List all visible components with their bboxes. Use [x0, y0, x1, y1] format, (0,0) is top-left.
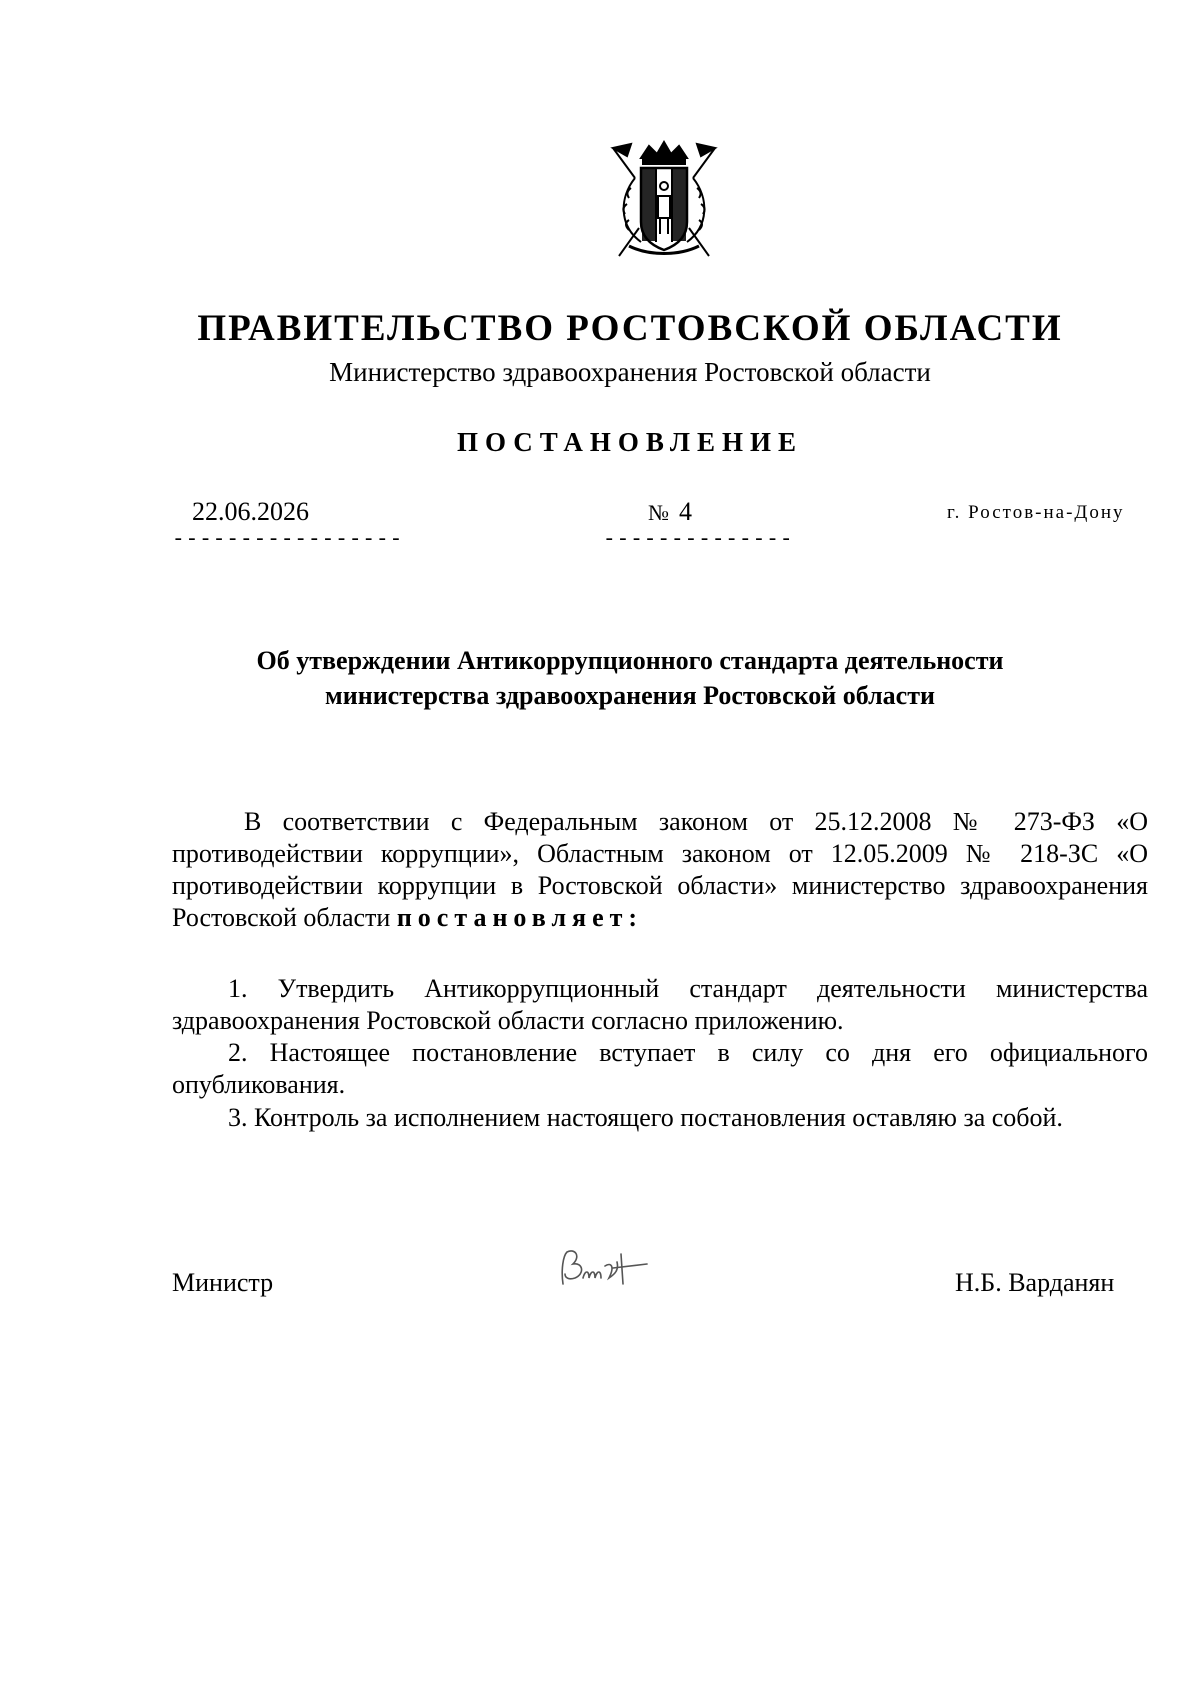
resolution-item: 2. Настоящее постановление вступает в силу со дня его официального опубликования. [172, 1038, 1148, 1099]
number-sign: № [648, 500, 669, 525]
number-underline: -------------- [603, 529, 794, 552]
signer-name: Н.Б. Варданян [955, 1268, 1115, 1297]
signer-title: Министр [172, 1268, 274, 1297]
date-underline: ----------------- [172, 529, 404, 552]
document-date: 22.06.2026 [192, 497, 309, 526]
document-type-heading: ПОСТАНОВЛЕНИЕ [456, 427, 804, 457]
document-city: г. Ростов-на-Дону [947, 502, 1125, 523]
number-value: 4 [679, 497, 692, 526]
ministry-name: Министерство здравоохранения Ростовской области [329, 357, 931, 387]
handwritten-signature [555, 1244, 655, 1296]
subject-line-2: министерства здравоохранения Ростовской области [325, 681, 935, 710]
resolution-item: 1. Утвердить Антикоррупционный стандарт деятельности министерства здравоохранения Ростовской области согласно приложению. [172, 974, 1148, 1035]
document-subject [0, 643, 1200, 713]
preamble-text: В соответствии с Федеральным законом от 25.12.2008 № 273-ФЗ «О противодействии коррупции», Областным законом от 12.05.2009 № 218-ЗС «О противодействии коррупции в Ростовской области» министерство здравоохранения Ростовской области [172, 807, 1148, 932]
resolution-item: 3. Контроль за исполнением настоящего постановления оставляю за собой. [228, 1103, 1063, 1132]
government-title: ПРАВИТЕЛЬСТВО РОСТОВСКОЙ ОБЛАСТИ [197, 308, 1063, 349]
document-number [648, 497, 692, 527]
coat-of-arms-icon [605, 138, 723, 264]
preamble-paragraph [172, 806, 1148, 934]
resolves-keyword: постановляет: [396, 903, 644, 932]
subject-line-1: Об утверждении Антикоррупционного стандарта деятельности [256, 646, 1004, 675]
